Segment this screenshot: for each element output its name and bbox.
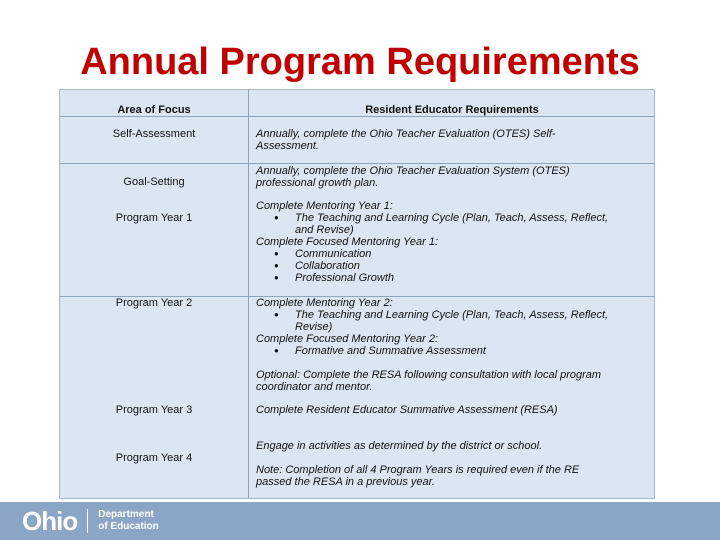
bullet-icon: ● <box>274 249 279 258</box>
bullet-icon: ● <box>274 273 279 282</box>
header-area-of-focus: Area of Focus <box>117 104 191 116</box>
bullet-icon: ● <box>274 213 279 222</box>
slide-title: Annual Program Requirements <box>80 41 640 83</box>
logo-divider <box>87 509 88 533</box>
ohio-wordmark: Ohio <box>22 505 78 536</box>
req-goal-setting-line2: professional growth plan. <box>256 177 379 189</box>
bullet-icon: ● <box>274 346 279 355</box>
year2-focused-heading: Complete Focused Mentoring Year 2: <box>256 333 439 345</box>
year2-optional-line1: Optional: Complete the RESA following consultation with local program <box>256 369 602 381</box>
requirements-table <box>59 89 655 499</box>
year4-note-line2: passed the RESA in a previous year. <box>256 476 435 488</box>
ohio-department-logo <box>22 506 159 536</box>
year4-requirement: Engage in activities as determined by the district or school. <box>256 440 543 452</box>
year2-optional-line2: coordinator and mentor. <box>256 381 373 393</box>
req-self-assessment-line1: Annually, complete the Ohio Teacher Evaluation (OTES) Self- <box>256 128 556 140</box>
department-line2: of Education <box>98 521 159 532</box>
focus-self-assessment: Self-Assessment <box>112 128 196 140</box>
year1-focused-item: Communication <box>295 248 372 260</box>
year2-mentoring-item-cont: Revise) <box>295 321 333 333</box>
bullet-icon: ● <box>274 261 279 270</box>
row-divider <box>60 163 654 164</box>
year3-requirement: Complete Resident Educator Summative Assessment (RESA) <box>256 404 558 416</box>
focus-goal-setting: Goal-Setting <box>123 176 185 188</box>
year1-focused-item: Collaboration <box>295 260 360 272</box>
footer-bar <box>0 502 720 540</box>
year1-mentoring-item-cont: and Revise) <box>295 224 354 236</box>
focus-program-year-1: Program Year 1 <box>115 212 193 224</box>
year4-note-line1: Note: Completion of all 4 Program Years is required even if the RE <box>256 464 580 476</box>
year2-mentoring-item: The Teaching and Learning Cycle (Plan, Teach, Assess, Reflect, <box>295 309 609 321</box>
year2-focused-item: Formative and Summative Assessment <box>295 345 486 357</box>
focus-program-year-2: Program Year 2 <box>115 297 193 309</box>
bullet-icon: ● <box>274 310 279 319</box>
year1-focused-item: Professional Growth <box>295 272 395 284</box>
column-divider <box>248 90 249 498</box>
year1-mentoring-item: The Teaching and Learning Cycle (Plan, Teach, Assess, Reflect, <box>295 212 609 224</box>
year1-mentoring-heading: Complete Mentoring Year 1: <box>256 200 393 212</box>
year1-focused-heading: Complete Focused Mentoring Year 1: <box>256 236 439 248</box>
row-divider <box>60 116 654 117</box>
req-goal-setting-line1: Annually, complete the Ohio Teacher Evaluation System (OTES) <box>256 165 570 177</box>
focus-program-year-4: Program Year 4 <box>115 452 193 464</box>
year2-mentoring-heading: Complete Mentoring Year 2: <box>256 297 393 309</box>
department-name <box>98 509 159 533</box>
focus-program-year-3: Program Year 3 <box>115 404 193 416</box>
department-line1: Department <box>98 509 154 520</box>
header-requirements: Resident Educator Requirements <box>365 104 539 116</box>
req-self-assessment-line2: Assessment. <box>256 140 319 152</box>
